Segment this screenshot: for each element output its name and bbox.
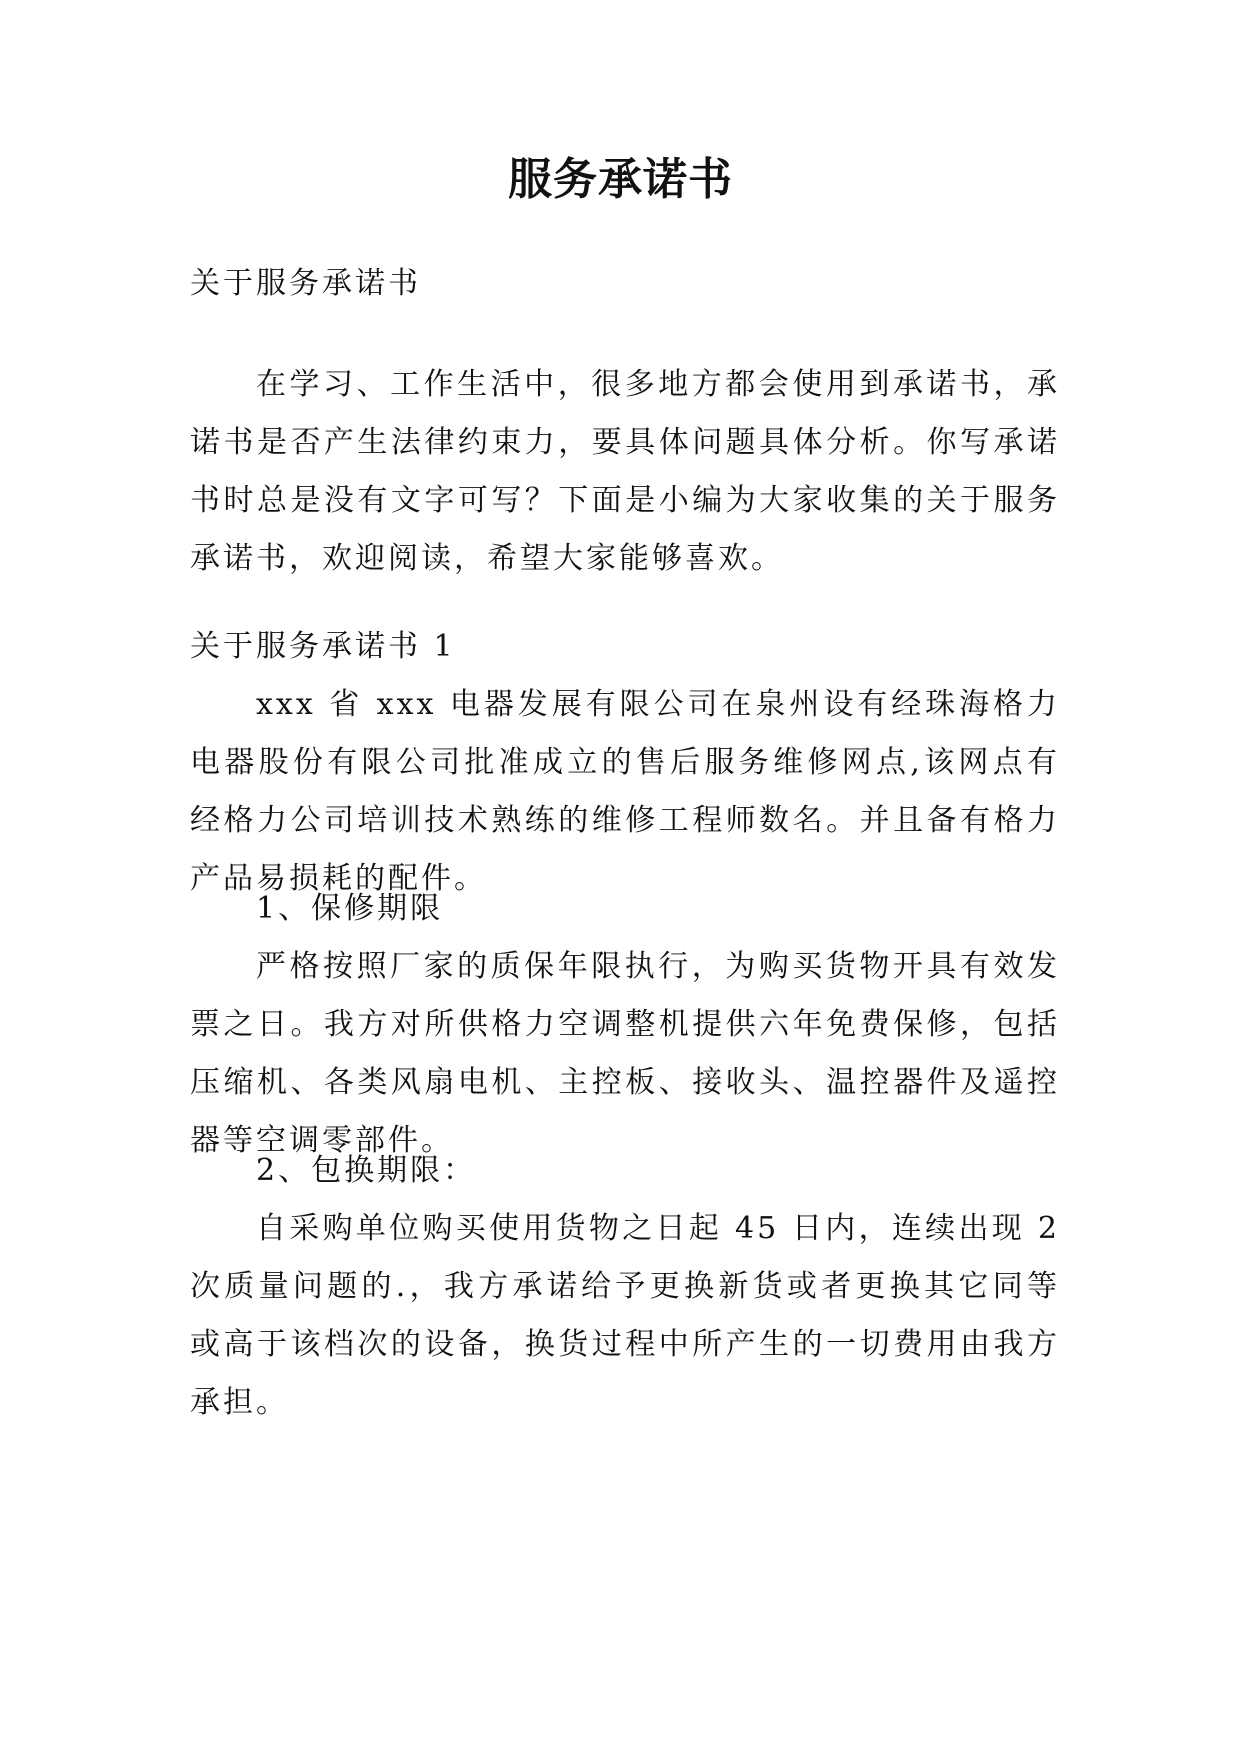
heading-about-1: 关于服务承诺书 1 [190,629,456,664]
section-2-title: 2、包换期限： [256,1153,477,1188]
section-2-paragraph: 自采购单位购买使用货物之日起 45 日内，连续出现 2 次质量问题的.，我方承诺给予更换新货或者更换其它同等或高于该档次的设备，换货过程中所产生的一切费用由我方承担。 [190,1211,1060,1420]
company-paragraph: xxx 省 xxx 电器发展有限公司在泉州设有经珠海格力电器股份有限公司批准成立的售后服务维修网点,该网点有经格力公司培训技术熟练的维修工程师数名。并且备有格力产品易损耗的配件。 [190,687,1060,896]
intro-paragraph: 在学习、工作生活中，很多地方都会使用到承诺书，承诺书是否产生法律约束力，要具体问题具体分析。你写承诺书时总是没有文字可写？下面是小编为大家收集的关于服务承诺书，欢迎阅读，希望大家能够喜欢。 [190,367,1060,576]
document-title: 服务承诺书 [508,154,733,205]
section-1-paragraph: 严格按照厂家的质保年限执行，为购买货物开具有效发票之日。我方对所供格力空调整机提供六年免费保修，包括压缩机、各类风扇电机、主控板、接收头、温控器件及遥控器等空调零部件。 [190,949,1060,1158]
section-1-title: 1、保修期限 [256,891,444,926]
heading-about: 关于服务承诺书 [190,266,421,301]
